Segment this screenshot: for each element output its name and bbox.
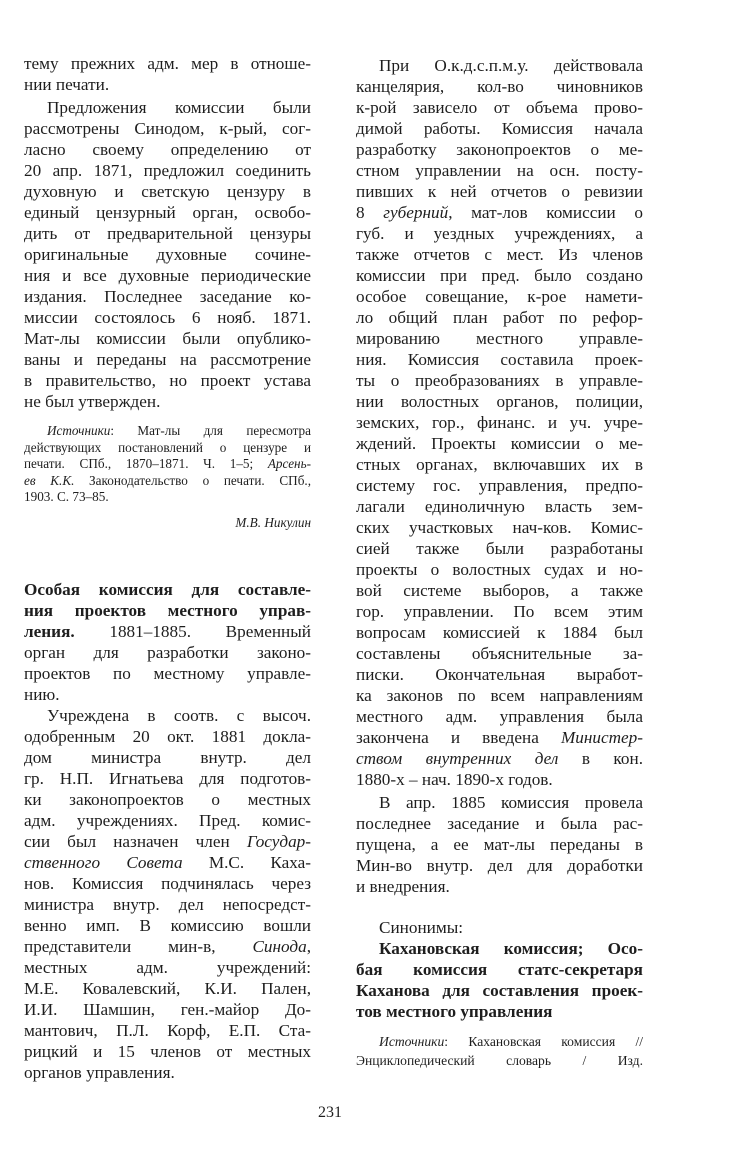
- text-line: [24, 423, 311, 440]
- text-run: 1881–1885. Временный: [74, 621, 311, 641]
- source2-block: [356, 1032, 643, 1070]
- text-line: [356, 748, 643, 769]
- text-run: вопросам комиссией к 1884 был: [356, 623, 643, 642]
- text-line: [24, 621, 311, 642]
- synonyms-label-block: [356, 917, 643, 938]
- text-run: Синонимы:: [379, 918, 464, 937]
- text-run: земских, гор., финанс. и уч. учре-: [356, 413, 643, 432]
- text-line: [24, 489, 311, 506]
- italic-text-run: Источники: [379, 1034, 445, 1049]
- text-line: [24, 999, 311, 1020]
- text-run: Энциклопедический словарь / Изд.: [356, 1053, 643, 1068]
- text-line: [356, 496, 643, 517]
- text-line: [356, 223, 643, 244]
- text-line: [24, 957, 311, 978]
- text-run: : Мат-лы для пересмотра: [110, 423, 311, 438]
- text-line: [356, 834, 643, 855]
- text-run: тему прежних адм. мер в отноше-: [24, 54, 311, 73]
- text-run: органов управления.: [24, 1062, 175, 1082]
- text-line: [24, 307, 311, 328]
- text-line: [356, 1051, 643, 1070]
- text-run: Законодательство о печати. СПб.,: [74, 472, 312, 488]
- right-column: [356, 55, 643, 1070]
- text-run: ния и все духовные периодические: [24, 266, 311, 285]
- text-run: : Кахановская комиссия //: [444, 1034, 643, 1049]
- text-run: нию.: [24, 684, 60, 704]
- text-line: [24, 831, 311, 852]
- text-run: гор. управлении. По всем этим: [356, 602, 643, 621]
- text-line: [356, 517, 643, 538]
- text-run: писки. Окончательная выработ-: [356, 665, 643, 684]
- text-line: [24, 391, 311, 412]
- text-run: бая комиссия статс-секретаря: [356, 960, 643, 979]
- text-line: [356, 328, 643, 349]
- text-run: местных адм. учреждений:: [24, 957, 311, 977]
- text-run: канцелярия, кол-во чиновников: [356, 77, 643, 96]
- text-run: местного адм. управления была: [356, 707, 643, 726]
- source-block: [24, 423, 311, 506]
- text-line: [356, 706, 643, 727]
- text-line: [356, 454, 643, 475]
- text-line: [356, 265, 643, 286]
- text-run: пущена, а ее мат-лы переданы в: [356, 835, 643, 854]
- text-line: [24, 440, 311, 457]
- text-run: адм. учреждениях. Пред. комис-: [24, 810, 311, 830]
- text-run: мированию местного управле-: [356, 329, 643, 348]
- text-line: [24, 139, 311, 160]
- text-line: [24, 286, 311, 307]
- text-run: и внедрения.: [356, 877, 450, 896]
- text-line: [24, 456, 311, 473]
- text-run: М.Е. Ковалевский, К.И. Пален,: [24, 978, 311, 998]
- text-run: печати. СПб., 1870–1871. Ч. 1–5;: [24, 456, 268, 471]
- text-line: [356, 349, 643, 370]
- text-run: , мат-лов комиссии о: [448, 203, 644, 222]
- text-run: венно имп. В комиссию вошли: [24, 915, 311, 935]
- text-line: [24, 1062, 311, 1083]
- text-line: [356, 370, 643, 391]
- para-block: [24, 53, 311, 95]
- text-line: [356, 622, 643, 643]
- text-run: М.С. Каха-: [182, 852, 311, 872]
- text-line: [24, 160, 311, 181]
- text-run: димой работы. Комиссия начала: [356, 119, 643, 138]
- italic-text-run: Государ-: [246, 831, 311, 851]
- text-line: [356, 538, 643, 559]
- text-line: [356, 76, 643, 97]
- text-run: 20 апр. 1871, предложил соединить: [24, 161, 311, 180]
- italic-text-run: М.В. Никулин: [235, 514, 311, 530]
- text-run: 1880-х – нач. 1890-х годов.: [356, 770, 553, 789]
- text-line: [24, 663, 311, 684]
- text-line: [356, 601, 643, 622]
- text-run: к-рой зависело от объема прово-: [356, 98, 643, 117]
- text-run: миссии состоялось 6 нояб. 1871.: [24, 308, 311, 327]
- text-line: [356, 181, 643, 202]
- text-line: [24, 936, 311, 957]
- text-line: [24, 265, 311, 286]
- text-line: [356, 792, 643, 813]
- text-line: [356, 391, 643, 412]
- text-run: нов. Комиссия подчинялась через: [24, 873, 311, 893]
- text-run: Мат-лы комиссии были опублико-: [24, 329, 311, 348]
- text-run: особое совещание, к-рое намети-: [356, 287, 643, 306]
- text-line: [356, 1032, 643, 1051]
- text-run: орган для разработки законо-: [24, 642, 311, 662]
- text-line: [24, 328, 311, 349]
- text-line: [356, 139, 643, 160]
- text-run: в кон.: [558, 749, 643, 768]
- text-line: [356, 55, 643, 76]
- text-line: [24, 370, 311, 391]
- text-line: [356, 685, 643, 706]
- italic-text-run: ев К.К.: [24, 472, 75, 488]
- text-run: тов местного управления: [356, 1002, 553, 1021]
- text-run: 1903. С. 73–85.: [24, 489, 109, 504]
- text-run: ласно своему определению от: [24, 140, 311, 159]
- text-run: стных органах, включавших их в: [356, 455, 643, 474]
- text-line: [24, 642, 311, 663]
- text-line: [24, 768, 311, 789]
- text-run: Мин-во внутр. дел для доработки: [356, 856, 643, 875]
- text-run: лагали единоличную власть зем-: [356, 497, 643, 516]
- text-line: [24, 181, 311, 202]
- text-line: [24, 223, 311, 244]
- text-line: [24, 978, 311, 999]
- text-line: [24, 747, 311, 768]
- text-run: губ. и уездных учреждениях, а: [356, 224, 643, 243]
- synonyms-block: [356, 938, 643, 1022]
- italic-text-run: губерний: [383, 203, 449, 222]
- text-line: [356, 938, 643, 959]
- text-line: [24, 873, 311, 894]
- text-line: [356, 475, 643, 496]
- text-run: в правительство, но проект устава: [24, 371, 311, 390]
- text-run: оригинальные духовные сочине-: [24, 245, 311, 264]
- italic-text-run: Арсень-: [267, 456, 311, 471]
- text-run: представители мин-в,: [24, 936, 253, 956]
- text-line: [24, 852, 311, 873]
- text-line: [24, 1041, 311, 1062]
- text-line: [24, 473, 311, 490]
- text-run: последнее заседание и была рас-: [356, 814, 643, 833]
- text-run: ваны и переданы на рассмотрение: [24, 350, 311, 369]
- text-line: [356, 813, 643, 834]
- text-line: [356, 202, 643, 223]
- text-run: ты о преобразованиях в управле-: [356, 371, 643, 390]
- bold-text-run: ления.: [24, 621, 75, 641]
- text-run: Учреждена в соотв. с высоч.: [47, 705, 311, 725]
- text-run: комиссии при пред. было создано: [356, 266, 643, 285]
- text-line: [24, 915, 311, 936]
- text-run: В апр. 1885 комиссия провела: [379, 793, 643, 812]
- text-run: одобренным 20 окт. 1881 докла-: [24, 726, 311, 746]
- text-run: ния. Комиссия составила проек-: [356, 350, 643, 369]
- text-line: [356, 118, 643, 139]
- text-line: [24, 789, 311, 810]
- page-number: 231: [318, 1104, 342, 1121]
- text-run: единый цензурный орган, освобо-: [24, 203, 311, 222]
- text-run: составлены объяснительные за-: [356, 644, 643, 663]
- text-line: [356, 412, 643, 433]
- text-run: проектов по местному управле-: [24, 663, 311, 683]
- text-line: [24, 244, 311, 265]
- text-run: рассмотрены Синодом, к-рый, сог-: [24, 119, 311, 138]
- text-run: ,: [306, 936, 311, 956]
- text-run: нии печати.: [24, 75, 110, 94]
- text-run: сии был назначен член: [24, 831, 247, 851]
- text-run: Предложения комиссии были: [47, 98, 311, 117]
- italic-text-run: Синода: [252, 936, 307, 956]
- text-line: [356, 727, 643, 748]
- text-run: разработку законопроектов о ме-: [356, 140, 643, 159]
- italic-text-run: ством внутренних дел: [356, 749, 559, 768]
- text-line: [24, 202, 311, 223]
- text-run: издания. Последнее заседание ко-: [24, 287, 311, 306]
- text-line: [356, 980, 643, 1001]
- text-line: [24, 810, 311, 831]
- text-line: [356, 1001, 643, 1022]
- text-line: [356, 286, 643, 307]
- text-run: стном управлении на осн. посту-: [356, 161, 643, 180]
- text-line: [356, 959, 643, 980]
- para-block: [24, 705, 311, 1083]
- text-run: проекты о волостных судах и но-: [356, 560, 643, 579]
- text-run: закончена и введена: [356, 728, 561, 747]
- text-line: [356, 160, 643, 181]
- text-line: [24, 705, 311, 726]
- author-block: [24, 512, 311, 533]
- text-run: систему гос. управления, предпо-: [356, 476, 643, 495]
- text-run: И.И. Шамшин, ген.-майор До-: [24, 999, 311, 1019]
- left-column: [24, 53, 311, 1083]
- text-run: министра внутр. дел непосредст-: [24, 894, 311, 914]
- text-line: [24, 579, 311, 600]
- text-line: [24, 118, 311, 139]
- text-run: 8: [356, 203, 384, 222]
- para-block: [356, 55, 643, 790]
- text-run: Кахановская комиссия; Осо-: [379, 939, 643, 958]
- text-run: также отчетов с мест. Из членов: [356, 245, 643, 264]
- italic-text-run: Источники: [47, 423, 111, 438]
- para-block: [24, 97, 311, 412]
- text-run: ждений. Проекты комиссии о ме-: [356, 434, 643, 453]
- text-line: [24, 74, 311, 95]
- text-run: мантович, П.Л. Корф, Е.П. Ста-: [24, 1020, 311, 1040]
- text-line: [356, 855, 643, 876]
- text-line: [356, 307, 643, 328]
- text-run: рицкий и 15 членов от местных: [24, 1041, 311, 1061]
- text-line: [356, 97, 643, 118]
- bold-text-run: Особая комиссия для составле-: [24, 579, 311, 599]
- text-line: [24, 894, 311, 915]
- text-run: пивших к ней отчетов о ревизии: [356, 182, 643, 201]
- text-line: [356, 917, 643, 938]
- text-line: [356, 876, 643, 897]
- text-run: духовную и светскую цензуру в: [24, 182, 311, 201]
- text-line: [24, 349, 311, 370]
- text-run: При О.к.д.с.п.м.у. действовала: [379, 56, 643, 75]
- text-line: [24, 600, 311, 621]
- text-run: действующих постановлений о цензуре и: [24, 439, 311, 455]
- text-run: нии волостных органов, полиции,: [356, 392, 643, 411]
- para-block: [356, 792, 643, 897]
- text-line: [24, 726, 311, 747]
- text-run: ка законов по всем направлениям: [356, 686, 643, 705]
- text-run: ло общий план работ по рефор-: [356, 308, 643, 327]
- text-run: гр. Н.П. Игнатьева для подготов-: [24, 768, 311, 788]
- text-line: [356, 244, 643, 265]
- text-line: [356, 769, 643, 790]
- text-line: [24, 1020, 311, 1041]
- text-run: дом министра внутр. дел: [24, 747, 311, 767]
- text-line: [24, 97, 311, 118]
- italic-text-run: ственного Совета: [24, 852, 183, 872]
- text-line: [24, 53, 311, 74]
- text-line: [356, 643, 643, 664]
- text-line: [356, 664, 643, 685]
- text-run: дить от предварительной цензуры: [24, 224, 311, 243]
- text-run: ских участковых нач-ков. Комис-: [356, 518, 643, 537]
- text-run: Кахановa для составления проек-: [356, 981, 643, 1000]
- text-run: сией также были разработаны: [356, 539, 643, 558]
- text-run: не был утвержден.: [24, 392, 161, 411]
- heading-block: [24, 579, 311, 705]
- text-run: ки законопроектов о местных: [24, 789, 311, 809]
- text-line: [356, 559, 643, 580]
- text-run: вой системе выборов, а также: [356, 581, 643, 600]
- bold-text-run: ния проектов местного управ-: [24, 600, 311, 620]
- text-line: [24, 684, 311, 705]
- text-line: [24, 512, 311, 533]
- text-line: [356, 580, 643, 601]
- italic-text-run: Министер-: [560, 728, 643, 747]
- text-line: [356, 433, 643, 454]
